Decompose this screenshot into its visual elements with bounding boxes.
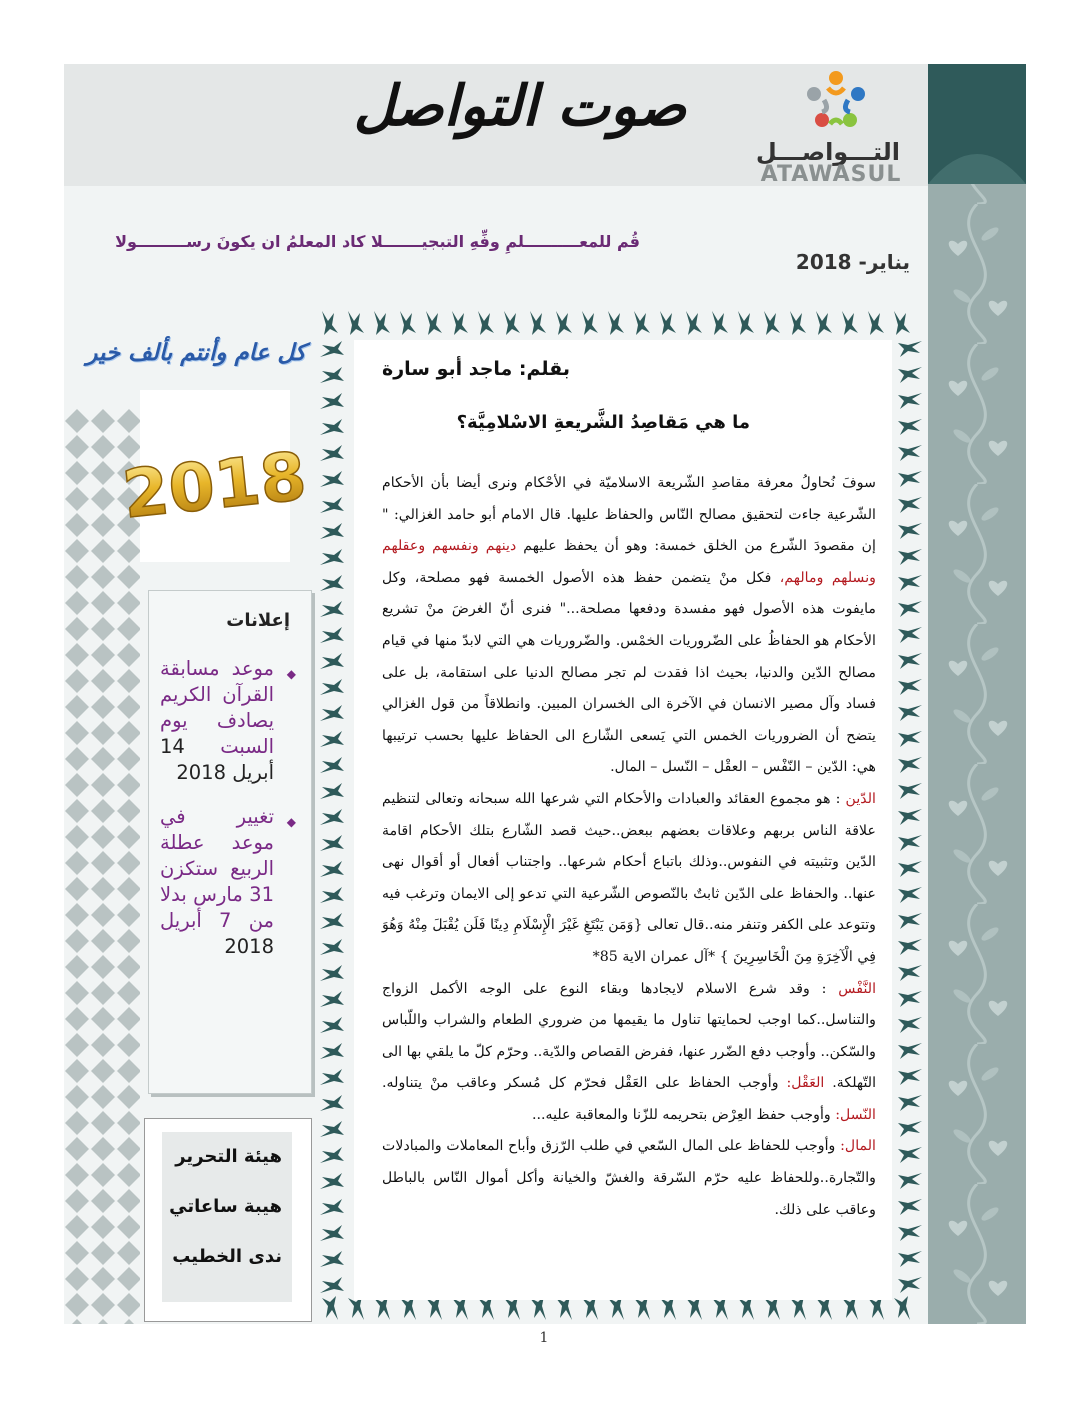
nasl-text: وأوجب حفظ العِرْض بتحريمه للزّنا والمعاقبة عليه... xyxy=(532,1106,831,1123)
announcement-date: 14 أبريل 2018 xyxy=(160,735,274,784)
announcement-text: موعد مسابقة القرآن الكريم يصادف يوم السبت xyxy=(160,657,274,758)
logo-english-text: ATAWASUL xyxy=(760,162,902,187)
list-item xyxy=(160,656,300,786)
nafs-text: : وقد شرع الاسلام لايجادها وبقاء النوع على الوجه الأكمل الزواج والتناسل..كما اوجب لحمايتها تناول ما يقيمها من ضروري الطعام والشراب واللّباس والسّكن.. وأوجب دفع الضّرر عنها، ففرض القصاص والدّية.. وحرّم كلّ ما يلقي بها الى التّهلكة. xyxy=(382,980,877,1092)
editor-name: هيبة ساعاتي xyxy=(169,1196,282,1217)
intro-continued: فكل منْ يتضمن حفظ هذه الأصول الخمسة فهو مصلحة، وكل مايفوت هذه الأصول فهو مفسدة ودفعها مصلحة..." فنرى أنّ الغرضَ منْ تشريع الأحكام هو الحفاظُ على الضّروريات الخمْس. والضّروريات هي التي لابدّ منها في قيام مصالح الدّين والدنيا، بحيث اذا فقدت لم تجر مصالح الدنيا على استقامة، بل على فساد وآل مصير الانسان في الآخرة الى الخسران المبين. وانطلاقاً من قول الغزالي يتضح أن الضروريات الخمس التي يَسعى الشّارع الى الحفاظ عليها بحسب ترتيبها هي: الدّين – النّفْس – العقْل – النّسل – المال. xyxy=(382,569,876,776)
announcements-title: إعلانات xyxy=(226,610,290,631)
newsletter-title: صوت التواصل xyxy=(353,74,687,139)
page-number: 1 xyxy=(539,1330,549,1346)
article-intro xyxy=(382,468,876,784)
list-item xyxy=(160,804,300,960)
nafs-label: النَّفْس xyxy=(838,980,877,997)
section-din xyxy=(382,784,876,974)
section-mal xyxy=(382,1131,876,1226)
year-2018-text: 2018 xyxy=(119,437,310,534)
announcement-text: تغيير في موعد عطلة الربيع ستكزن 31 مارس بدلا من 7 أبريل xyxy=(160,805,274,932)
issue-date: يناير- 2018 xyxy=(795,250,910,274)
editorial-board-title: هيئة التحرير xyxy=(175,1146,282,1167)
five-essentials-highlight: دينهم ونفسهم وعقلهم ونسلهم ومالهم، xyxy=(382,538,876,586)
diamond-bullet-icon: ◆ xyxy=(286,667,296,681)
article-title: ما هي مَقاصِدُ الشَّريعةِ الاسْلامِيَّة؟ xyxy=(456,412,750,433)
poetry-quote: قُم للمعــــــــــلمِ وفِّهِ التبجيـــــــلا كاد المعلمُ ان يكونَ رســـــــــولا xyxy=(115,232,640,251)
mal-label: المال: xyxy=(840,1138,876,1155)
intro-text: سوفَ نُحاولُ معرفة مقاصدِ الشّريعة الاسلاميّة في الأحْكام ونرى أيضا بأن الأحكام الشّرعية جاءت لتحقيق مصالح النّاس والحفاظ عليها. قال الامام أبو حامد الغزالي: " إن مقصودَ الشّرع من الخلق خمسة: وهو أن يحفظ عليهم xyxy=(382,475,876,555)
announcements-list xyxy=(160,656,300,978)
article-body xyxy=(382,468,876,1226)
din-label: الدّين xyxy=(845,790,876,807)
nasl-label: النّسل: xyxy=(835,1106,876,1123)
editor-name: ندى الخطيب xyxy=(172,1246,282,1267)
new-year-greeting: كل عام وأنتم بألف خير xyxy=(86,340,306,366)
mal-text: وأوجب للحفاظ على المال السّعي في طلب الرّزق وأباح المعاملات والمبادلات والتّجارة..وللحفاظ عليه حرّم السّرقة والغشّ والخيانة وأكل أموال النّاس بالباطل وعاقب على ذلك. xyxy=(382,1138,876,1218)
decorative-side-strip xyxy=(928,64,1026,1324)
year-2018-image xyxy=(119,390,310,562)
diamond-bullet-icon: ◆ xyxy=(286,815,296,829)
aql-label: العَقْل: xyxy=(786,1075,825,1092)
diamond-pattern xyxy=(64,408,140,1324)
din-text: : هو مجموع العقائد والعبادات والأحكام التي شرعها الله سبحانه وتعالى لتنظيم علاقة الناس بربهم وعلاقات بعضهم ببعض..حيث قصد الشّارع بتلك الأحكام اقامة الدّين وتثبيته في النفوس..وذلك باتباع أحكام شرعها.. واجتناب أفعال أو أقوال نهى عنها.. والحفاظ على الدّين ثابتٌ بالنّصوص الشّرعية التي تدعو إلى الايمان وترغب فيه وتتوعد على الكفر وتنفر منه..قال تعالى {وَمَن يَبْتَغِ غَيْرَ الْإِسْلَامِ دِينًا فَلَن يُقْبَلَ مِنْهُ وَهُوَ فِي الْآخِرَةِ مِنَ الْخَاسِرِينَ } *آل عمران الاية 85* xyxy=(382,790,876,965)
announcement-date: 2018 xyxy=(224,935,274,958)
logo-arabic-text: التـــواصـــل xyxy=(755,138,900,166)
section-nafs xyxy=(382,974,876,1132)
article-author: بقلم: ماجد أبو سارة xyxy=(381,358,570,380)
aql-text: وأوجب الحفاظ على العَقْل فحرّم كل مُسكر وعاقب منْ يتناوله. xyxy=(382,1075,779,1092)
